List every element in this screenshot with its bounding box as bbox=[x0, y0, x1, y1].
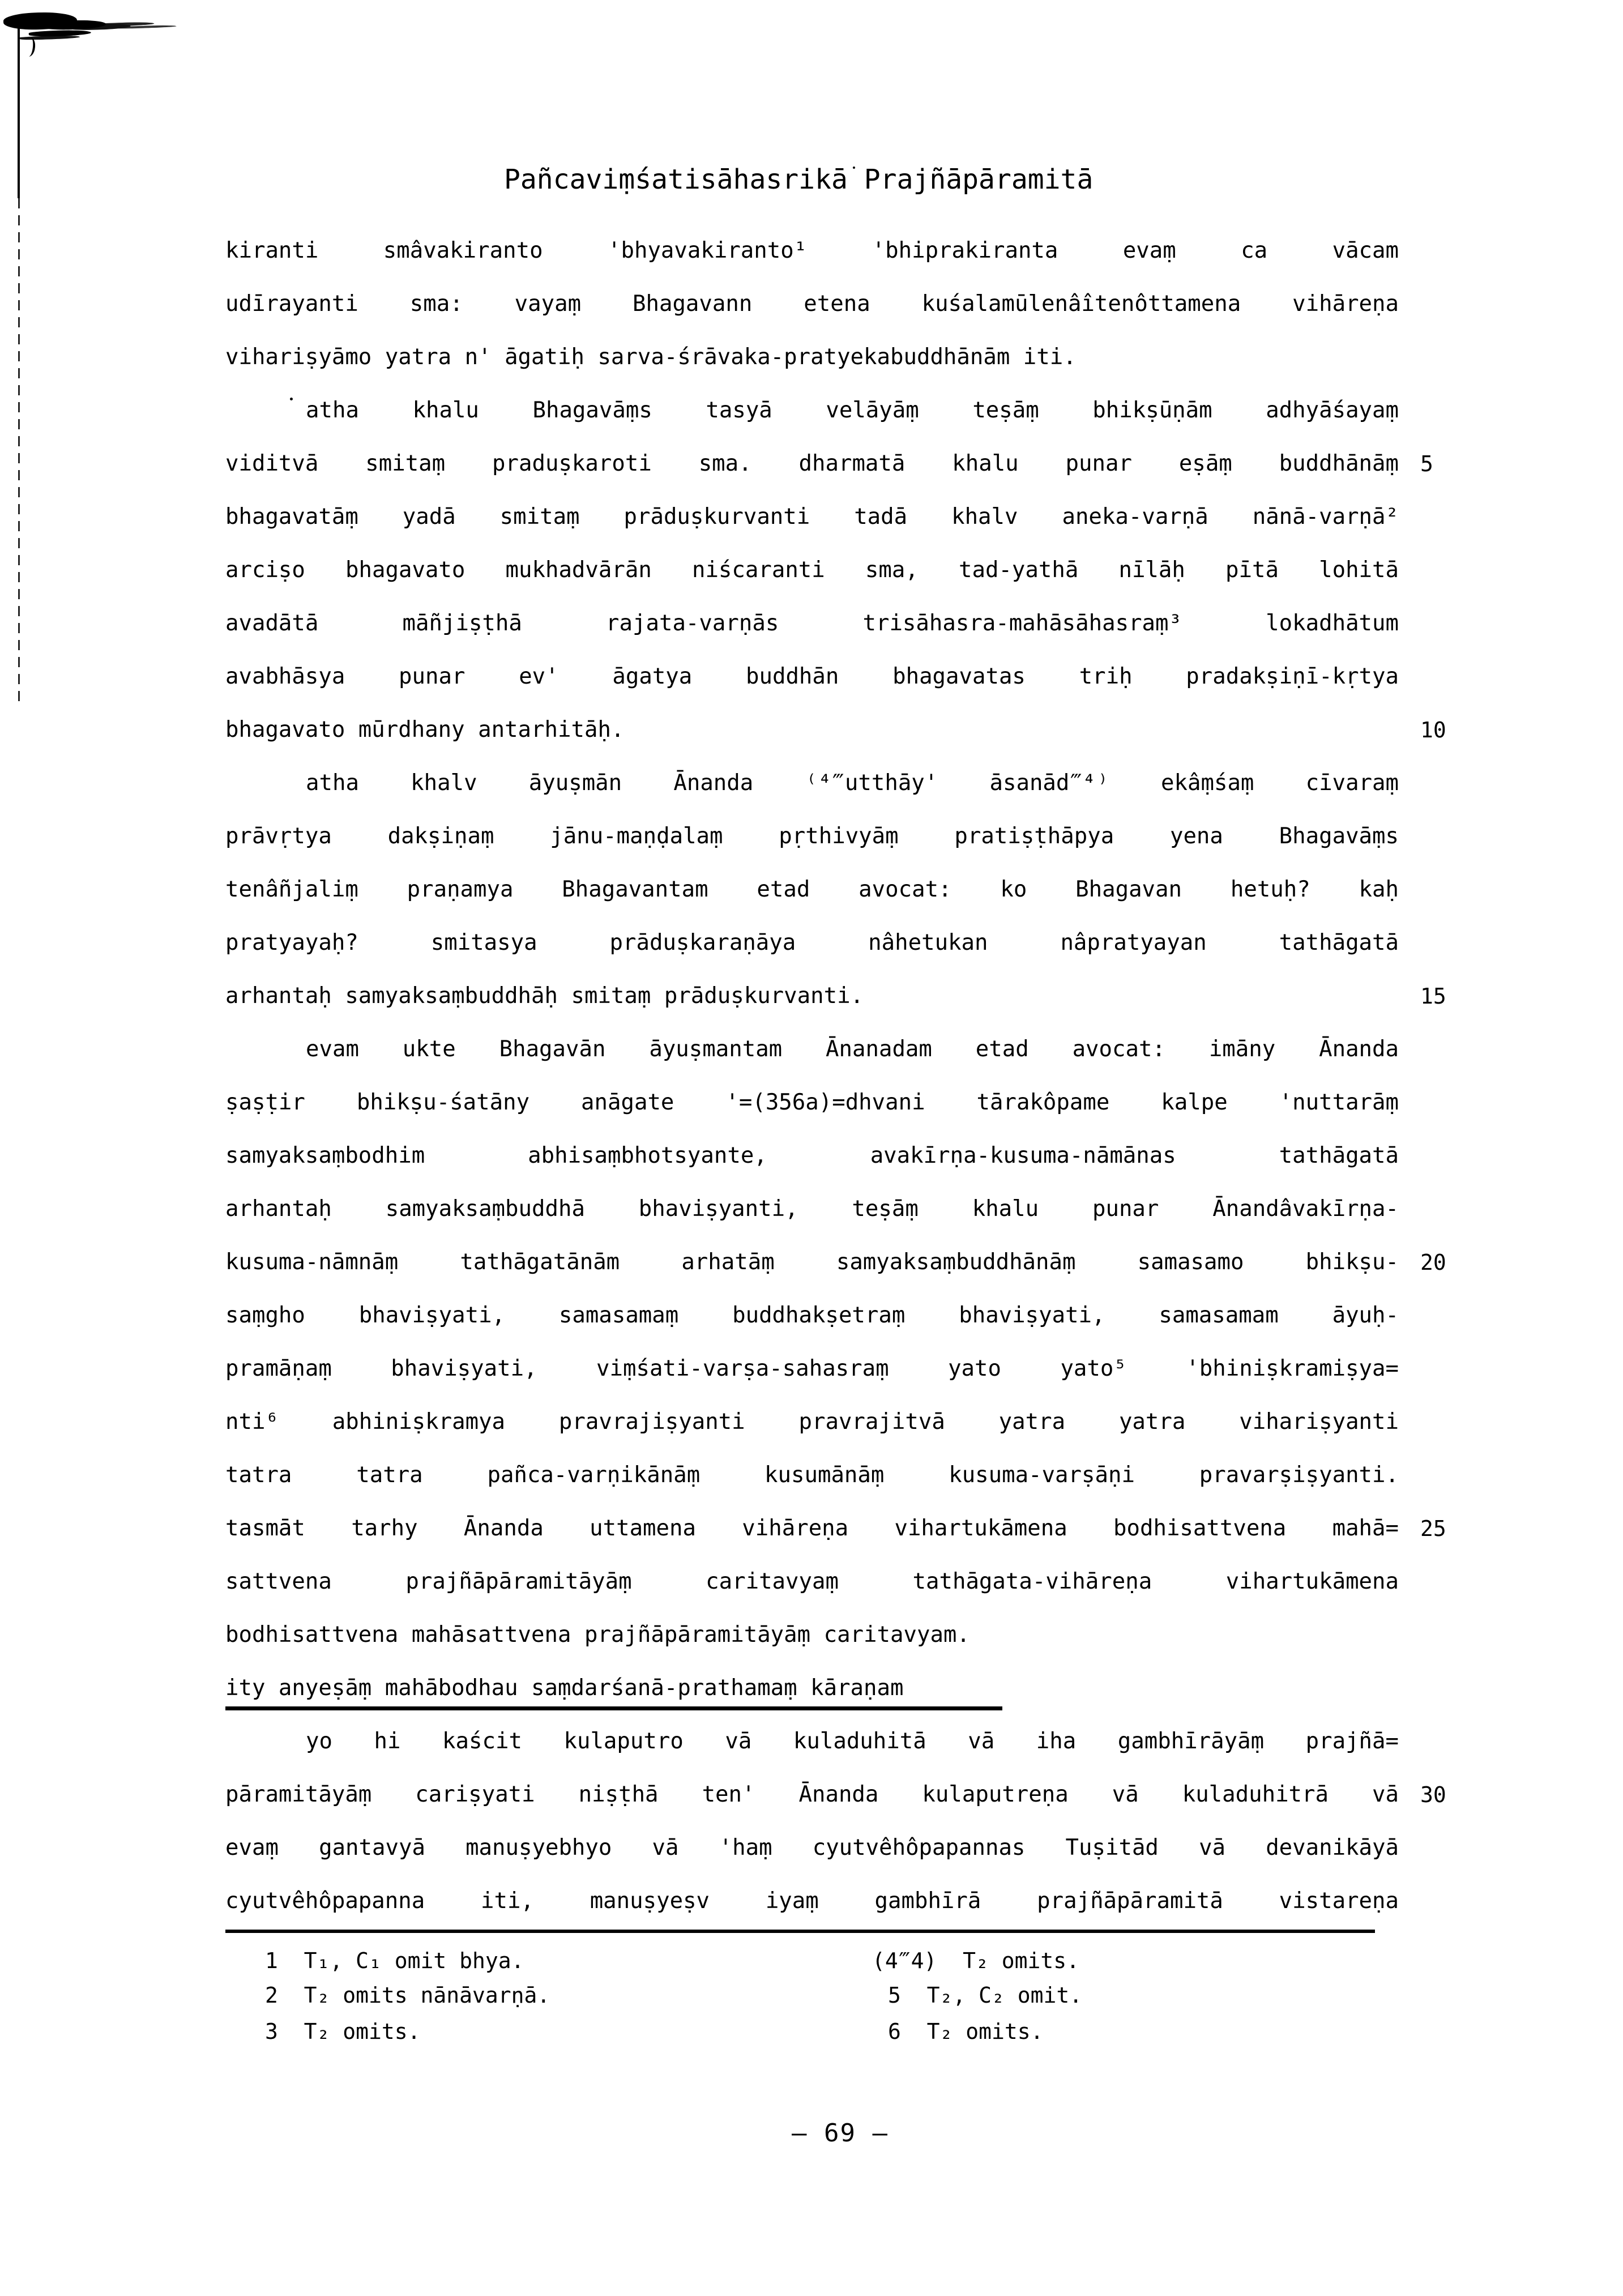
text-line-06: bhagavatāṃ yadā smitaṃ prāduṣkurvanti tadā khalv aneka-varṇā nānā-varṇā² bbox=[225, 504, 1399, 530]
text-line-27: bodhisattvena mahāsattvena prajñāpāramitāyāṃ caritavyam. bbox=[225, 1622, 970, 1648]
page-title: Pañcaviṃśatisāhasrikā Prajñāpāramitā bbox=[504, 164, 1094, 195]
scan-streak-fade-artifact bbox=[18, 198, 20, 708]
margin-line-number-5: 5 bbox=[1420, 451, 1433, 476]
text-line-17: ṣaṣṭir bhikṣu-śatāny anāgate '=(356a)=dhvani tārakôpame kalpe 'nuttarāṃ bbox=[225, 1090, 1399, 1115]
footnote-2: 2 T₂ omits nānāvarṇā. bbox=[265, 1983, 550, 2008]
ink-blob-artifact bbox=[3, 11, 78, 31]
footnote-6: 6 T₂ omits. bbox=[888, 2019, 1044, 2044]
text-line-10: bhagavato mūrdhany antarhitāḥ. bbox=[225, 717, 625, 742]
underlined-heading: ity anyeṣāṃ mahābodhau saṃdarśanā-prathamaṃ kāraṇam bbox=[225, 1674, 1002, 1710]
text-line-03: vihariṣyāmo yatra n' āgatiḥ sarva-śrāvaka-pratyekabuddhānām iti. bbox=[225, 344, 1077, 370]
margin-line-number-20: 20 bbox=[1420, 1250, 1446, 1275]
text-line-11: atha khalv āyuṣmān Ānanda ⁽⁴‴utthāy' āsanād‴⁴⁾ ekâṃśaṃ cīvaraṃ bbox=[306, 770, 1399, 796]
footnote-3: 3 T₂ omits. bbox=[265, 2019, 421, 2044]
text-line-18: samyaksaṃbodhim abhisaṃbhotsyante, avakīrṇa-kusuma-nāmānas tathāgatā bbox=[225, 1143, 1399, 1168]
text-line-04: atha khalu Bhagavāṃs tasyā velāyāṃ teṣāṃ bhikṣūṇām adhyāśayaṃ bbox=[306, 398, 1399, 423]
ink-curve-artifact bbox=[25, 37, 36, 57]
text-line-25: tasmāt tarhy Ānanda uttamena vihāreṇa vihartukāmena bodhisattvena mahā= bbox=[225, 1516, 1399, 1541]
text-line-19: arhantaḥ samyaksaṃbuddhā bhaviṣyanti, teṣāṃ khalu punar Ānandâvakīrṇa- bbox=[225, 1196, 1399, 1222]
scan-streak-artifact bbox=[18, 27, 20, 198]
margin-line-number-25: 25 bbox=[1420, 1516, 1446, 1541]
text-line-02: udīrayanti sma: vayaṃ Bhagavann etena kuśalamūlenâîtenôttamena vihāreṇa bbox=[225, 291, 1399, 317]
text-line-20: kusuma-nāmnāṃ tathāgatānām arhatāṃ samyaksaṃbuddhānāṃ samasamo bhikṣu- bbox=[225, 1249, 1399, 1275]
footnote-1: 1 T₁, C₁ omit bhya. bbox=[265, 1948, 524, 1973]
margin-line-number-15: 15 bbox=[1420, 984, 1446, 1009]
text-line-31: evaṃ gantavyā manuṣyebhyo vā 'haṃ cyutvêhôpapannas Tuṣitād vā devanikāyā bbox=[225, 1835, 1399, 1860]
text-line-21: saṃgho bhaviṣyati, samasamaṃ buddhakṣetraṃ bhaviṣyati, samasamam āyuḥ- bbox=[225, 1303, 1399, 1328]
text-line-13: tenâñjaliṃ praṇamya Bhagavantam etad avocat: ko Bhagavan hetuḥ? kaḥ bbox=[225, 877, 1399, 902]
text-line-14: pratyayaḥ? smitasya prāduṣkaraṇāya nâhetukan nâpratyayan tathāgatā bbox=[225, 930, 1399, 955]
text-line-12: prāvṛtya dakṣiṇaṃ jānu-maṇḍalaṃ pṛthivyāṃ pratiṣṭhāpya yena Bhagavāṃs bbox=[225, 823, 1399, 849]
text-line-16: evam ukte Bhagavān āyuṣmantam Ānanadam etad avocat: imāny Ānanda bbox=[306, 1036, 1399, 1062]
text-line-26: sattvena prajñāpāramitāyāṃ caritavyaṃ tathāgata-vihāreṇa vihartukāmena bbox=[225, 1569, 1399, 1594]
margin-line-number-10: 10 bbox=[1420, 718, 1446, 742]
text-line-07: arciṣo bhagavato mukhadvārān niścaranti sma, tad-yathā nīlāḥ pītā lohitā bbox=[225, 557, 1399, 583]
text-line-28-section-heading bbox=[225, 1662, 1399, 1715]
text-line-08: avadātā māñjiṣṭhā rajata-varṇās trisāhasra-mahāsāhasraṃ³ lokadhātum bbox=[225, 611, 1399, 636]
footnote-separator-rule bbox=[225, 1930, 1375, 1933]
text-line-22: pramāṇaṃ bhaviṣyati, viṃśati-varṣa-sahasraṃ yato yato⁵ 'bhiniṣkramiṣya= bbox=[225, 1356, 1399, 1381]
text-line-01: kiranti smâvakiranto 'bhyavakiranto¹ 'bhiprakiranta evaṃ ca vācam bbox=[225, 238, 1399, 263]
text-line-32: cyutvêhôpapanna iti, manuṣyeṣv iyaṃ gambhīrā prajñāpāramitā vistareṇa bbox=[225, 1888, 1399, 1914]
text-line-05: viditvā smitaṃ praduṣkaroti sma. dharmatā khalu punar eṣāṃ buddhānāṃ bbox=[225, 451, 1399, 476]
footnote-5: 5 T₂, C₂ omit. bbox=[888, 1983, 1083, 2008]
text-line-23: nti⁶ abhiniṣkramya pravrajiṣyanti pravrajitvā yatra yatra vihariṣyanti bbox=[225, 1409, 1399, 1435]
footnote-4: (4‴4) T₂ omits. bbox=[872, 1948, 1080, 1973]
margin-line-number-30: 30 bbox=[1420, 1782, 1446, 1807]
page-number: — 69 — bbox=[792, 2119, 889, 2148]
text-line-24: tatra tatra pañca-varṇikānāṃ kusumānāṃ kusuma-varṣāṇi pravarṣiṣyanti. bbox=[225, 1462, 1399, 1488]
text-line-30: pāramitāyāṃ cariṣyati niṣṭhā ten' Ānanda kulaputreṇa vā kuladuhitrā vā bbox=[225, 1782, 1399, 1807]
text-line-29: yo hi kaścit kulaputro vā kuladuhitā vā iha gambhīrāyāṃ prajñā= bbox=[306, 1729, 1399, 1754]
text-line-15: arhantaḥ samyaksaṃbuddhāḥ smitaṃ prāduṣkurvanti. bbox=[225, 983, 864, 1009]
text-line-09: avabhāsya punar ev' āgatya buddhān bhagavatas triḥ pradakṣiṇī-kṛtya bbox=[225, 664, 1399, 689]
